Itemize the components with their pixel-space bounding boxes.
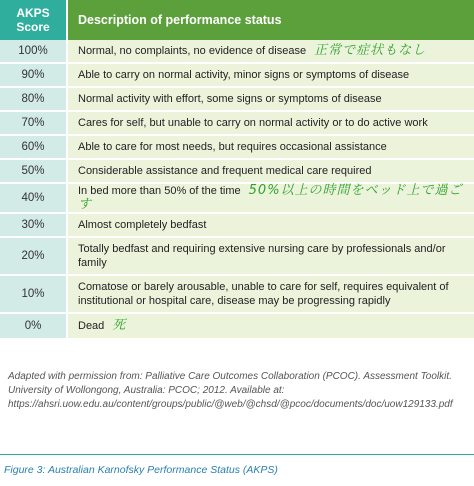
description-cell: [68, 112, 474, 136]
score-cell: 20%: [0, 238, 68, 276]
description-cell: [68, 40, 474, 64]
description-cell: [68, 276, 474, 314]
description-cell: [68, 314, 474, 340]
table-row: [0, 238, 474, 276]
score-cell: 30%: [0, 214, 68, 238]
score-cell: 90%: [0, 64, 68, 88]
score-header-line2: Score: [16, 20, 50, 34]
figure-title: Figure 3: Australian Karnofsky Performance Status (AKPS): [4, 464, 278, 476]
description-cell: [68, 238, 474, 276]
handwritten-note: 50%以上の時間をベッド上で過ごす: [78, 183, 463, 212]
description-cell: [68, 136, 474, 160]
score-cell: 60%: [0, 136, 68, 160]
description-cell: [68, 88, 474, 112]
table-row: [0, 112, 474, 136]
table-row: [0, 276, 474, 314]
table-row: [0, 184, 474, 214]
description-cell: [68, 160, 474, 184]
score-header-line1: AKPS: [16, 6, 50, 20]
description-text: Dead: [78, 320, 105, 332]
score-cell: 0%: [0, 314, 68, 340]
table-header-row: [0, 0, 474, 40]
table-row: [0, 88, 474, 112]
description-text: Able to care for most needs, but requires occasional assistance: [78, 141, 387, 153]
handwritten-note: 死: [112, 318, 127, 333]
description-column-header: Description of performance status: [68, 0, 474, 40]
description-cell: [68, 184, 474, 214]
description-cell: [68, 214, 474, 238]
table-row: [0, 160, 474, 184]
description-text: Able to carry on normal activity, minor signs or symptoms of disease: [78, 69, 410, 81]
divider: [0, 454, 474, 455]
description-text: Cares for self, but unable to carry on normal activity or to do active work: [78, 117, 428, 129]
table-row: [0, 214, 474, 238]
description-text: In bed more than 50% of the time: [78, 185, 241, 197]
description-text: Almost completely bedfast: [78, 219, 207, 231]
score-column-header: [0, 0, 68, 40]
handwritten-note: 正常で症状もなし: [314, 43, 427, 58]
description-text: Comatose or barely arousable, unable to care for self, requires equivalent of institutional or hospital care, disease may be progressing rapidly: [78, 281, 449, 307]
source-caption: Adapted with permission from: Palliative Care Outcomes Collaboration (PCOC). Assessment Toolkit. University of Wollongong, Australia: PCOC; 2012. Available at: https://ahsri.uow.edu.au/content/groups/public/@web/@chsd/@pcoc/documents/doc/uow129133.pdf: [8, 371, 453, 410]
description-text: Normal, no complaints, no evidence of disease: [78, 45, 307, 57]
score-cell: 70%: [0, 112, 68, 136]
description-text: Totally bedfast and requiring extensive nursing care by professionals and/or family: [78, 243, 446, 269]
score-cell: 100%: [0, 40, 68, 64]
table-row: [0, 64, 474, 88]
score-cell: 80%: [0, 88, 68, 112]
description-cell: [68, 64, 474, 88]
score-cell: 40%: [0, 184, 68, 214]
table-row: [0, 314, 474, 340]
score-cell: 10%: [0, 276, 68, 314]
description-text: Considerable assistance and frequent medical care required: [78, 165, 372, 177]
description-text: Normal activity with effort, some signs or symptoms of disease: [78, 93, 382, 105]
table-row: [0, 136, 474, 160]
score-cell: 50%: [0, 160, 68, 184]
table-row: [0, 40, 474, 64]
